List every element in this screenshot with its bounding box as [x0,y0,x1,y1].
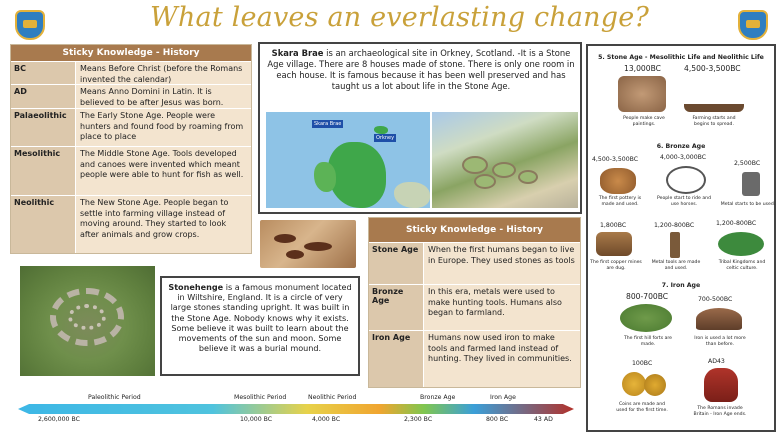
table-row [369,242,580,284]
skara-brae-photo [432,112,578,208]
timeline [18,396,574,426]
event-caption: Metal tools are made and used. [651,260,701,271]
axe-icon [670,232,680,258]
event-date: 800-700BC [626,292,669,301]
term: Palaeolithic [11,109,75,146]
table-row [11,61,251,84]
coin-icon [622,372,646,396]
cave-animal [274,234,296,243]
coin-icon [644,374,666,396]
event-date: 1,200-800BC [654,222,695,229]
table-heading: Sticky Knowledge - History [11,45,251,61]
hill-fort-icon [620,304,672,332]
table-row [11,84,251,108]
date-label: 43 AD [534,416,553,423]
event-date: 700-500BC [698,296,733,303]
event-caption: Farming starts and begins to spread. [692,116,736,127]
period-label: Mesolithic Period [234,394,287,401]
sticky-knowledge-table-2 [368,217,581,388]
school-logo-left [15,10,45,40]
event-caption: The first pottery is made and used. [598,196,642,207]
event-date: 4,500-3,500BC [684,64,741,73]
event-caption: The first copper mines are dug. [590,260,642,271]
event-caption: People start to ride and use horses. [657,196,711,207]
roman-soldier-icon [704,368,738,402]
event-date: 1,200-800BC [716,220,757,227]
section-heading: 7. Iron Age [661,282,701,289]
skara-brae-text [266,48,576,92]
table-row [11,195,251,253]
definition: Means Before Christ (before the Romans invented the calendar) [75,62,251,84]
event-caption: Iron is used a lot more than before. [694,336,746,347]
definition: Humans now used iron to make tools and farmed land instead of hunting. They lived in communities. [423,331,580,387]
term: BC [11,62,75,84]
table-row [369,330,580,387]
event-caption: People make cave paintings. [623,116,665,127]
event-caption: The Romans invade Britain - Iron Age ends. [693,406,747,417]
cave-painting-icon [618,76,666,112]
map-island [374,126,388,134]
date-label: 2,300 BC [404,416,433,423]
map-land [314,162,336,192]
cave-painting-image [260,220,356,268]
event-date: 4,500-3,500BC [592,156,639,163]
copper-mine-icon [596,232,632,256]
table-row [11,108,251,146]
map-label: Skara Brae [314,121,342,127]
event-date: 13,000BC [624,64,661,73]
cave-animal [304,242,332,251]
timeline-arrow [18,404,574,414]
school-logo-right [738,10,768,40]
event-caption: Metal starts to be used. [720,202,776,207]
table-row [369,284,580,330]
stone-house [474,174,496,189]
skara-brae-name: Skara Brae [271,48,324,58]
ox-plough-icon [684,78,744,112]
map-land [394,182,430,208]
map-label: Orkney [376,135,395,141]
horse-chariot-icon [666,166,706,194]
table-row [11,146,251,195]
definition: The Middle Stone Age. Tools developed and canoes were invented which meant people were able to hunt for fish as well. [75,147,251,195]
skara-brae-panel [258,42,582,214]
stone-house [518,170,538,184]
period-label: Paleolithic Period [88,394,141,401]
map-land [328,142,386,208]
cave-animal [286,250,304,259]
date-label: 10,000 BC [240,416,273,423]
scotland-map [266,112,430,208]
event-date: 2,500BC [734,160,761,167]
skara-brae-description: is an archaeological site in Orkney, Scotland. -It is a Stone Age village. There are 8 houses made of stone. There is only one room in each house. It is famous because it has been well preserved and has taught us a lot about life in the Stone Age. [267,48,575,91]
definition: The New Stone Age. People began to settle into farming village instead of moving around. They started to look after animals and grow crops. [75,196,251,253]
definition: When the first humans began to live in Europe. They used stones as tools [423,243,580,284]
period-label: Iron Age [490,394,516,401]
stonehenge-photo [20,266,155,376]
event-caption: The first hill forts are made. [623,336,673,347]
stonehenge-panel [160,276,360,376]
term: Bronze Age [369,285,423,330]
event-date: 1,800BC [600,222,627,229]
term: Neolithic [11,196,75,253]
date-label: 800 BC [486,416,509,423]
event-caption: Tribal Kingdoms and celtic culture. [718,260,766,271]
sticky-knowledge-table-1 [10,44,252,254]
stone-house [492,162,516,178]
event-date: 100BC [632,360,653,367]
term: Iron Age [369,331,423,387]
event-date: AD43 [708,358,725,365]
definition: Means Anno Domini in Latin. It is believed to be after Jesus was born. [75,85,251,108]
stonehenge-name: Stonehenge [168,282,224,292]
pottery-icon [600,168,636,194]
event-date: 4,000-3,000BC [660,154,707,161]
term: Stone Age [369,243,423,284]
date-label: 4,000 BC [312,416,341,423]
page-title: What leaves an everlasting change? [150,2,650,33]
event-caption: Coins are made and used for the first time. [616,402,668,413]
table-heading: Sticky Knowledge - History [369,218,580,242]
period-label: Bronze Age [420,394,456,401]
stonehenge-description: is a famous monument located in Wiltshire, England. It is a circle of very large stones standing upright. It was built in the Stone Age. Nobody knows why it exists. Some believe it was built to learn about the movements of the sun and moon. Some believe it was a burial mound. [170,282,352,354]
term: Mesolithic [11,147,75,195]
date-label: 2,600,000 BC [38,416,80,423]
metal-tool-icon [742,172,760,196]
section-heading: 6. Bronze Age [656,143,706,150]
iron-items-icon [696,308,742,330]
definition: In this era, metals were used to make hunting tools. Humans also began to farmland. [423,285,580,330]
inner-stones [68,304,106,330]
definition: The Early Stone Age. People were hunters and found food by roaming from place to place [75,109,251,146]
stone-house [462,156,488,174]
period-label: Neolithic Period [308,394,357,401]
history-timeline-panel [586,44,776,432]
celtic-shield-icon [718,232,764,256]
section-heading: 5. Stone Age - Mesolithic Life and Neolithic Life [598,54,764,61]
term: AD [11,85,75,108]
